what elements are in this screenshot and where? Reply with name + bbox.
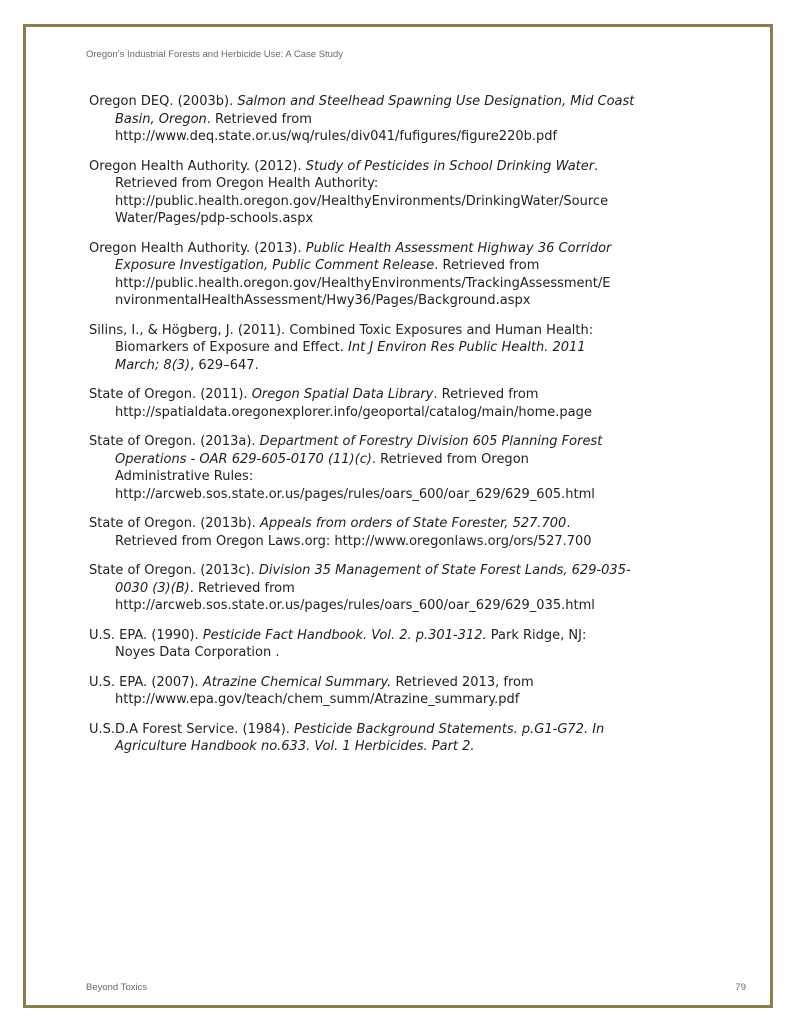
reference-text: http://www.deq.state.or.us/wq/rules/div041/fufigures/figure220b.pdf bbox=[115, 129, 558, 144]
page-frame bbox=[23, 24, 773, 1008]
reference-title-text: 0030 (3)(B) bbox=[115, 580, 190, 596]
reference-text: Oregon Health Authority. (2013). bbox=[89, 240, 306, 256]
reference-text: State of Oregon. (2013b). bbox=[89, 516, 260, 531]
reference-text: State of Oregon. (2011). bbox=[89, 387, 252, 402]
reference-text: Biomarkers of Exposure and Effect. bbox=[115, 340, 349, 355]
reference-title-text: Oregon Spatial Data Library bbox=[251, 387, 434, 402]
reference-text: http://spatialdata.oregonexplorer.info/geoportal/catalog/main/home.page bbox=[115, 404, 592, 420]
reference-text: . Retrieved from Oregon bbox=[371, 451, 529, 467]
reference-title-text: Operations - OAR 629-605-0170 (11)(c) bbox=[115, 451, 372, 467]
footer-org: Beyond Toxics bbox=[86, 982, 148, 993]
reference-entry bbox=[89, 322, 739, 375]
reference-text: . bbox=[566, 516, 571, 531]
reference-entry bbox=[89, 240, 739, 310]
reference-text: Silins, I., & Högberg, J. (2011). Combined Toxic Exposures and Human Health: bbox=[89, 322, 594, 338]
reference-text: Retrieved from Oregon Health Authority: bbox=[115, 176, 379, 191]
reference-title-text: Appeals from orders of State Forester, 527.700 bbox=[259, 516, 567, 531]
reference-text: U.S. EPA. (2007). bbox=[89, 674, 203, 690]
reference-text: U.S. EPA. (1990). bbox=[89, 627, 203, 643]
reference-text: . Retrieved from bbox=[434, 258, 540, 273]
reference-text: http://public.health.oregon.gov/HealthyEnvironments/DrinkingWater/Source bbox=[115, 193, 609, 209]
reference-title-text: Pesticide Fact Handbook. Vol. 2. p.301-312. bbox=[202, 627, 487, 643]
reference-text: . Retrieved from bbox=[206, 111, 312, 127]
reference-entry bbox=[89, 515, 739, 550]
reference-text: , 629–647. bbox=[190, 357, 259, 373]
reference-text: State of Oregon. (2013a). bbox=[89, 434, 260, 449]
reference-title-text: March; 8(3) bbox=[115, 357, 191, 373]
reference-title-text: Pesticide Background Statements. p.G1-G72. In bbox=[294, 721, 605, 737]
reference-text: Water/Pages/pdp-schools.aspx bbox=[115, 211, 314, 226]
reference-title-text: Atrazine Chemical Summary. bbox=[202, 674, 392, 690]
reference-text: Noyes Data Corporation . bbox=[115, 645, 280, 660]
reference-title-text: Salmon and Steelhead Spawning Use Designation, Mid Coast bbox=[237, 94, 635, 109]
reference-title-text: Public Health Assessment Highway 36 Corridor bbox=[305, 240, 612, 256]
reference-title-text: Int J Environ Res Public Health. 2011 bbox=[348, 340, 586, 355]
reference-text: Administrative Rules: bbox=[115, 469, 254, 484]
reference-entry bbox=[89, 674, 739, 709]
reference-text: . Retrieved from bbox=[433, 387, 539, 402]
reference-entry bbox=[89, 386, 739, 421]
page-number: 79 bbox=[735, 982, 746, 993]
reference-text: http://arcweb.sos.state.or.us/pages/rules/oars_600/oar_629/629_605.html bbox=[115, 486, 595, 502]
reference-title-text: Basin, Oregon bbox=[115, 111, 207, 127]
reference-text: State of Oregon. (2013c). bbox=[89, 563, 259, 578]
reference-entry bbox=[89, 562, 739, 615]
reference-text: Retrieved from Oregon Laws.org: http://www.oregonlaws.org/ors/527.700 bbox=[115, 533, 592, 549]
reference-text: U.S.D.A Forest Service. (1984). bbox=[89, 721, 295, 737]
reference-text: Oregon Health Authority. (2012). bbox=[89, 158, 306, 174]
reference-title-text: Exposure Investigation, Public Comment Release bbox=[115, 258, 435, 273]
reference-title-text: Study of Pesticides in School Drinking Water bbox=[305, 158, 595, 174]
reference-text: Park Ridge, NJ: bbox=[486, 627, 587, 643]
reference-entry bbox=[89, 433, 739, 503]
reference-entry bbox=[89, 721, 739, 756]
running-header: Oregon’s Industrial Forests and Herbicide Use: A Case Study bbox=[86, 49, 343, 60]
reference-text: Retrieved 2013, from bbox=[391, 674, 534, 690]
reference-title-text: Division 35 Management of State Forest Lands, 629-035- bbox=[258, 563, 631, 578]
reference-title-text: Agriculture Handbook no.633. Vol. 1 Herbicides. Part 2. bbox=[115, 739, 475, 754]
reference-text: http://public.health.oregon.gov/HealthyEnvironments/TrackingAssessment/E bbox=[115, 275, 611, 291]
reference-text: . Retrieved from bbox=[189, 580, 295, 596]
reference-text: . bbox=[594, 158, 599, 174]
reference-text: Oregon DEQ. (2003b). bbox=[89, 94, 238, 109]
reference-entry bbox=[89, 93, 739, 146]
reference-text: nvironmentalHealthAssessment/Hwy36/Pages/Background.aspx bbox=[115, 293, 531, 308]
reference-list bbox=[89, 93, 739, 768]
reference-text: http://www.epa.gov/teach/chem_summ/Atrazine_summary.pdf bbox=[115, 692, 520, 707]
reference-entry bbox=[89, 158, 739, 228]
reference-text: http://arcweb.sos.state.or.us/pages/rules/oars_600/oar_629/629_035.html bbox=[115, 598, 595, 613]
reference-title-text: Department of Forestry Division 605 Planning Forest bbox=[259, 434, 603, 449]
reference-entry bbox=[89, 627, 739, 662]
